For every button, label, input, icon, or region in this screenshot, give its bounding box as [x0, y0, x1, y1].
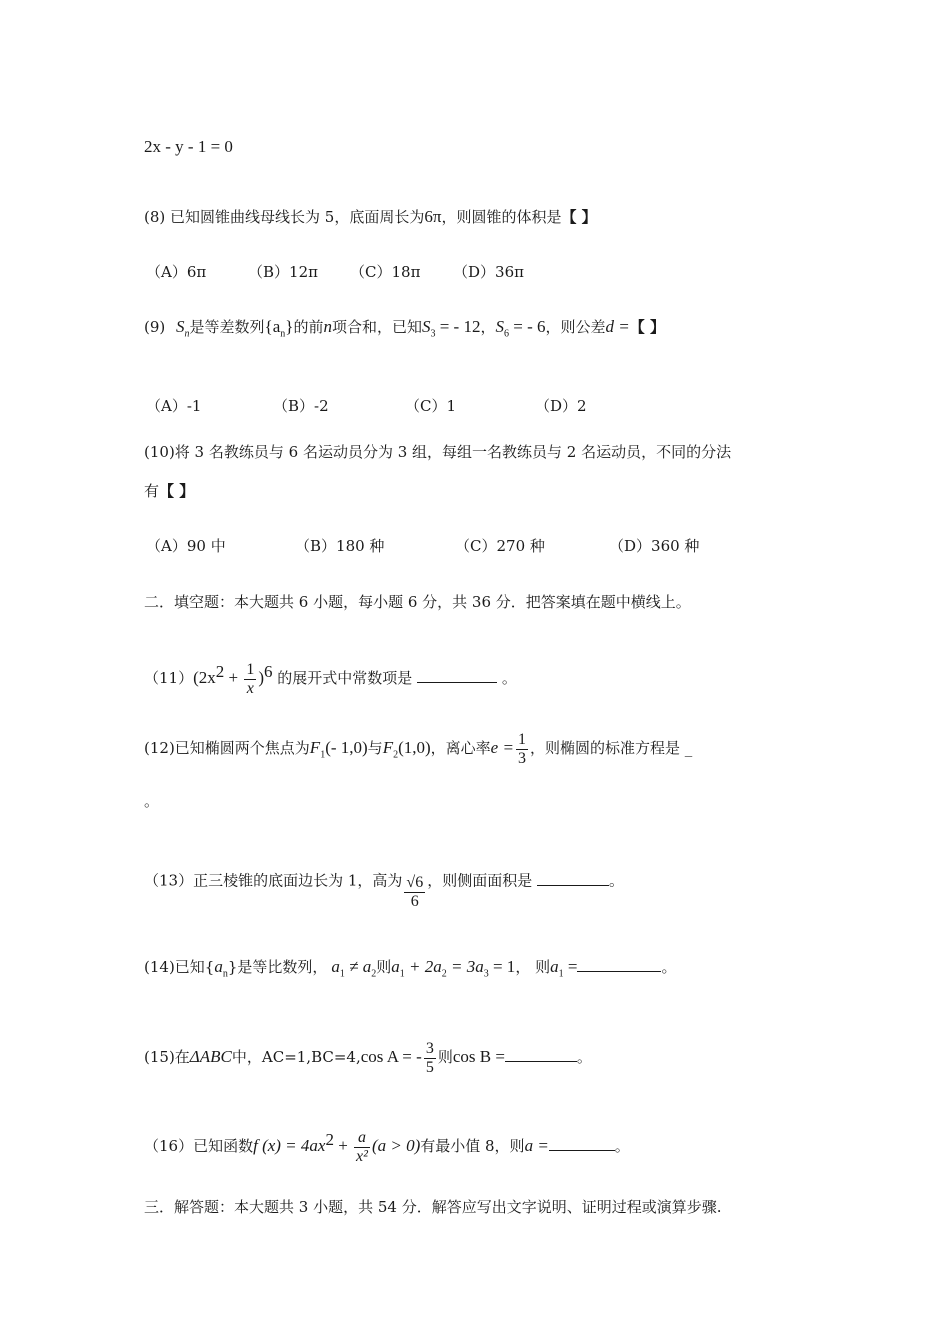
q12-fraction	[516, 731, 528, 768]
q12-f1: F	[309, 738, 321, 757]
q16-plus: +	[333, 1136, 353, 1155]
q15-fraction	[424, 1040, 436, 1077]
q14-m3-sub: 1	[558, 968, 564, 980]
answer-blank[interactable]	[505, 1047, 577, 1062]
q8-option-b: （B）12π	[248, 263, 318, 281]
q15-frac-den: 5	[425, 1058, 434, 1076]
q14-text-2: }是等比数列，	[227, 958, 328, 976]
q14-m2: a	[391, 957, 400, 976]
q12-text-4: ，则椭圆的标准方程是 _	[529, 739, 693, 757]
answer-bracket: 【 】	[159, 482, 195, 500]
q14-a-sub: n	[222, 968, 228, 980]
q14-text-3: 则	[376, 958, 392, 976]
q9-s3-sub: 3	[430, 328, 436, 340]
q12-text-3: ，离心率	[430, 739, 491, 757]
q14-m3: a	[550, 957, 559, 976]
q14-m1: a	[331, 957, 340, 976]
q11-expr-pow: 6	[264, 662, 273, 681]
q14-m2b: + 2a	[404, 957, 442, 976]
question-16	[144, 1122, 630, 1166]
q8-option-d: （D）36π	[453, 263, 524, 281]
q11-end: 。	[497, 669, 517, 687]
q15-end: 。	[576, 1048, 592, 1066]
q9-d: d =	[605, 317, 630, 336]
section-2-heading: 二．填空题：本大题共 6 小题，每小题 6 分，共 36 分．把答案填在题中横线上。	[144, 593, 691, 611]
q9-sep: ，	[480, 318, 496, 336]
q14-m2-sub: 1	[399, 968, 405, 980]
q14-text-1: (14)已知{	[144, 958, 215, 976]
answer-blank[interactable]	[549, 1136, 615, 1151]
q16-text-2: 有最小值 8，则	[420, 1137, 525, 1155]
q9-text-3: 项合和，已知	[331, 318, 422, 336]
q12-f1-sub: 1	[320, 749, 326, 761]
q9-text-4: ，则公差	[545, 318, 606, 336]
answer-blank[interactable]	[417, 668, 497, 683]
q12-e: e =	[490, 738, 514, 757]
q11-expr-sup: 2	[215, 662, 225, 681]
q10-option-a: （A）90 中	[146, 537, 226, 555]
q10-option-d: （D）360 种	[609, 537, 700, 555]
q14-m1b: ≠ a	[344, 957, 372, 976]
q9-s6-value: = - 6	[508, 317, 546, 336]
q8-suffix: ，则圆锥的体积是	[441, 208, 562, 226]
question-15	[144, 1039, 592, 1077]
q14-m1b-sub: 2	[371, 968, 377, 980]
q9-text-1: 是等差数列	[189, 318, 265, 336]
q10-option-b: （B）180 种	[295, 537, 385, 555]
question-14	[144, 957, 676, 984]
q14-m1-sub: 1	[339, 968, 345, 980]
answer-blank[interactable]	[577, 957, 661, 972]
equation-line	[144, 137, 233, 157]
q12-f1-value: (- 1,0)	[325, 738, 368, 757]
q11-fraction	[244, 661, 256, 698]
answer-bracket: 【 】	[561, 208, 597, 226]
question-10-line-1: (10)将 3 名教练员与 6 名运动员分为 3 组，每组一名教练员与 2 名运动员，不同的分法	[144, 443, 732, 461]
q15-text-2: 中，AC=1,BC=4,	[231, 1048, 361, 1066]
q14-a: a	[214, 957, 223, 976]
q12-text-1: (12)已知椭圆两个焦点为	[144, 739, 310, 757]
q11-expr-c: )	[258, 668, 265, 687]
q9-s3: S	[421, 317, 431, 336]
question-9	[144, 317, 665, 344]
q10-option-c: （C）270 种	[455, 537, 545, 555]
q9-an: {a	[264, 317, 281, 336]
q9-n: n	[323, 317, 332, 336]
q11-frac-num: 1	[246, 660, 255, 678]
q9-option-c: （C）1	[405, 397, 457, 415]
q14-m2b-sub: 2	[441, 968, 447, 980]
q9-option-b: （B）-2	[273, 397, 329, 415]
q11-number: （11）	[144, 669, 194, 687]
q14-m2d: = 1	[488, 957, 516, 976]
q14-m2c: = 3a	[446, 957, 484, 976]
q9-option-d: （D）2	[535, 397, 587, 415]
q16-condition: (a > 0)	[371, 1136, 421, 1155]
question-10-line-2	[144, 481, 194, 501]
q12-f2-value: (1,0)	[398, 738, 431, 757]
question-8	[144, 207, 597, 227]
q11-frac-den: x	[246, 679, 254, 697]
q11-text: 的展开式中常数项是	[272, 669, 418, 687]
q9-an-sub: n	[280, 328, 286, 340]
q14-m2c-sub: 3	[483, 968, 489, 980]
q12-text-2: 与	[367, 739, 383, 757]
q15-cos-b: cos B =	[452, 1047, 505, 1066]
q16-end: 。	[614, 1137, 630, 1155]
q8-option-c: （C）18π	[350, 263, 421, 281]
answer-blank[interactable]	[537, 871, 609, 886]
q9-number: (9)	[144, 318, 166, 336]
q15-text-1: (15)在	[144, 1048, 190, 1066]
question-12	[144, 730, 692, 773]
equation-text: 2x - y - 1 = 0	[144, 137, 233, 156]
q14-text-4: ， 则	[515, 958, 551, 976]
q16-fraction	[354, 1129, 370, 1166]
q12-f2-sub: 2	[393, 749, 399, 761]
q9-s6: S	[495, 317, 504, 336]
q15-text-3: 则	[437, 1048, 453, 1066]
q14-m3b: =	[563, 957, 578, 976]
q9-s3-value: = - 12	[435, 317, 481, 336]
q13-text-2: ，则侧面面积是	[427, 871, 537, 890]
q9-s6-sub: 6	[503, 328, 509, 340]
q14-end: 。	[661, 958, 677, 976]
question-12-line-2: 。	[144, 792, 160, 810]
q15-triangle: ΔABC	[189, 1047, 232, 1066]
q16-function-sup: 2	[325, 1130, 334, 1149]
q16-frac-den: x²	[356, 1147, 368, 1165]
q13-frac-num: √6	[406, 874, 424, 891]
q8-text: (8) 已知圆锥曲线母线长为 5，底面周长为	[144, 208, 425, 226]
q13-frac-den: 6	[410, 893, 419, 910]
q9-option-a: （A）-1	[146, 397, 202, 415]
question-11	[144, 654, 517, 698]
section-3-heading: 三．解答题：本大题共 3 小题，共 54 分．解答应写出文字说明、证明过程或演算步骤.	[144, 1198, 722, 1216]
q15-frac-num: 3	[425, 1039, 434, 1057]
q8-math: 6π	[424, 207, 442, 226]
q11-expr-a: (2x	[193, 668, 216, 687]
answer-bracket: 【 】	[629, 318, 665, 336]
q9-sn-sub: n	[184, 328, 190, 340]
q9-text-2: 的前	[293, 318, 324, 336]
q16-frac-num: a	[354, 1129, 370, 1148]
q11-expr-b: +	[224, 668, 243, 687]
q13-text-1: （13）正三棱锥的底面边长为 1，高为	[144, 871, 403, 890]
q16-a: a =	[524, 1136, 549, 1155]
q16-text-1: （16）已知函数	[144, 1137, 254, 1155]
q9-sn: S	[176, 317, 185, 336]
q10-text: 有	[144, 482, 160, 500]
q13-end: 。	[608, 871, 624, 890]
q9-an-end: }	[285, 317, 294, 336]
q13-fraction	[404, 874, 425, 911]
q16-function: f (x) = 4ax	[253, 1136, 326, 1155]
q8-option-a: （A）6π	[146, 263, 207, 281]
question-13	[144, 852, 624, 911]
q15-cos-a: cos A = -	[360, 1047, 422, 1066]
q12-frac-num: 1	[517, 730, 526, 748]
q12-frac-den: 3	[517, 749, 526, 767]
q12-f2: F	[382, 738, 394, 757]
